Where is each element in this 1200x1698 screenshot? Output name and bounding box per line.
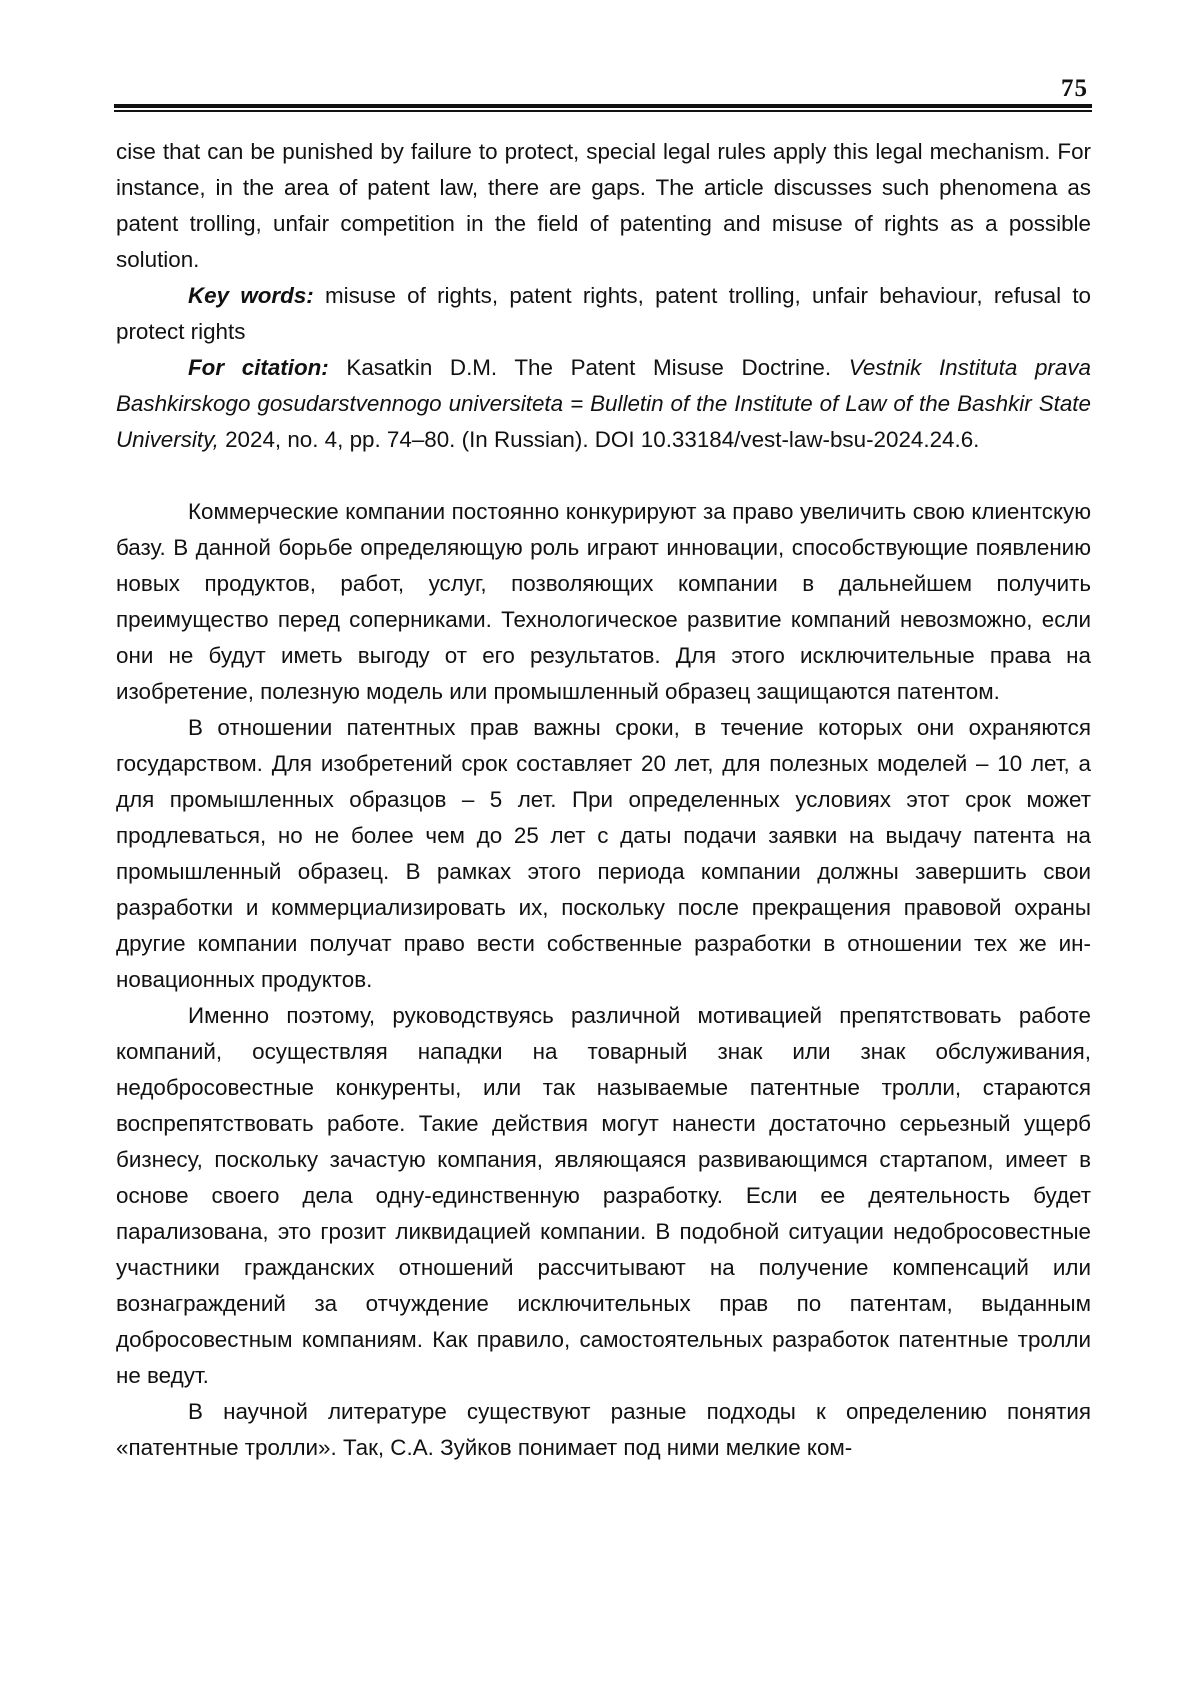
keywords-label: Key words:: [188, 283, 314, 308]
citation-label: For citation:: [188, 355, 329, 380]
abstract-continuation: cise that can be punished by failure to protect, special legal rules apply this legal mechanism. For instance, in the area of patent law, there are gaps. The article discusses such phenomena as patent trolling, unfair competition in the field of patenting and misuse of rights as a possible solution.: [116, 139, 1091, 272]
citation-authors: Kasatkin D.M. The Patent Misuse Doctrine.: [328, 355, 849, 380]
citation-paragraph: [116, 350, 1091, 458]
header-rule-thin: [114, 110, 1092, 112]
citation-details: 2024, no. 4, pp. 74–80. (In Russian). DOI 10.33184/vest-law-bsu-2024.24.6.: [218, 427, 980, 452]
header-rule-thick: [114, 104, 1092, 108]
body-paragraph-1: Коммерческие компании постоянно конкурируют за право увеличить свою клиентскую базу. В данной борьбе определяющую роль играют инновации, способствующие появлению новых продуктов, работ, услуг, позволяющих компании в дальнейшем получить преимущество перед соперниками. Технологическое развитие компаний невозможно, если они не будут иметь выгоду от его результатов. Для этого исключительные права на изобретение, полезную модель или промышленный образец защищаются патентом.: [116, 499, 1091, 704]
page-number: 75: [1061, 75, 1088, 102]
citation-journal: Vestnik Instituta prava Bashkirskogo gosudarstvennogo universiteta = Bulletin of the Institute of Law of the Bashkir State University,: [116, 355, 1091, 452]
body-paragraph-3: Именно поэтому, руководствуясь различной мотивацией препятствовать работе компаний, осуществляя нападки на товарный знак или знак обслуживания, недобросовестные конкуренты, или так называемые патентные тролли, стараются воспрепятствовать работе. Такие действия могут нанести достаточно серьезный ущерб бизнесу, поскольку зачастую компания, являющаяся развивающимся стартапом, имеет в основе своего дела одну-единственную разработку. Если ее деятельность будет парализована, это грозит ликвидацией компании. В подобной ситуации недобросовестные участники гражданских отношений рассчитывают на получение компенсаций или вознаграждений за отчуждение исключительных прав по патентам, выданным добросовестным компаниям. Как правило, самостоятельных разработок патентные тролли не ведут.: [116, 1003, 1091, 1388]
body-paragraph-2: В отношении патентных прав важны сроки, в течение которых они охраняются государством. Для изобретений срок составляет 20 лет, для полезных моделей – 10 лет, а для промышленных образцов – 5 лет. При определенных условиях этот срок может продлеваться, но не более чем до 25 лет с даты подачи заявки на выдачу патента на промышленный образец. В рамках этого периода компании должны завершить свои разработки и коммерциализировать их, поскольку после прекращения правовой охраны другие компании получат право вести собственные разработки в отношении тех же инновационных продуктов.: [116, 715, 1091, 992]
page-text: [116, 134, 1091, 1466]
section-spacer: [116, 458, 1091, 494]
keywords-paragraph: [116, 278, 1091, 350]
keywords-text: misuse of rights, patent rights, patent trolling, unfair behaviour, refusal to protect rights: [116, 283, 1091, 344]
body-paragraph-4: В научной литературе существуют разные подходы к определению понятия «патентные тролли». Так, С.А. Зуйков понимает под ними мелкие ком-: [116, 1399, 1091, 1460]
